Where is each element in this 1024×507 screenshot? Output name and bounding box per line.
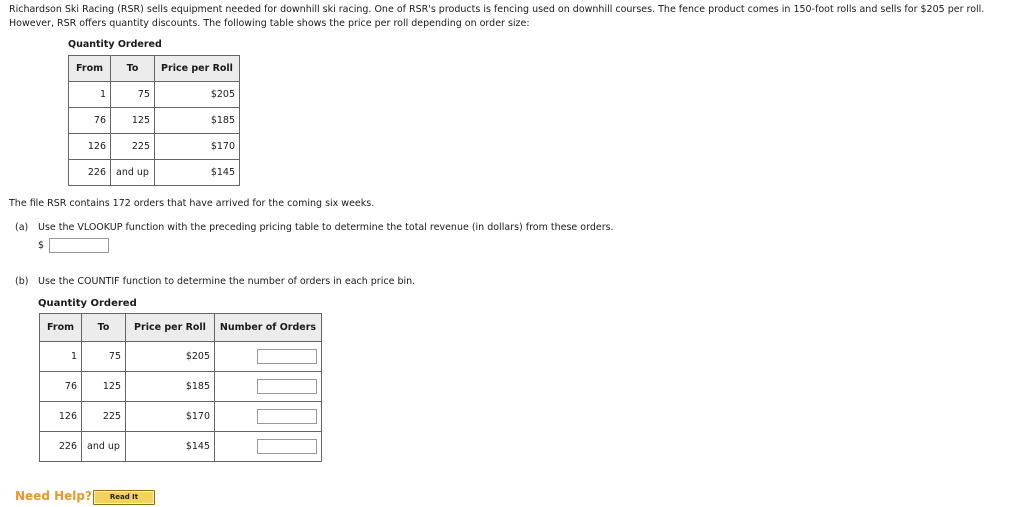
table-header-row <box>69 56 240 82</box>
cell-orders <box>215 342 322 372</box>
cell-to: 125 <box>82 372 126 402</box>
header-price: Price per Roll <box>126 314 215 342</box>
pricing-table <box>68 55 240 186</box>
cell-from: 76 <box>69 108 111 134</box>
part-a-text: Use the VLOOKUP function with the preceding pricing table to determine the total revenue (in dollars) from these orders. <box>38 222 614 233</box>
table-row <box>40 372 322 402</box>
header-to: To <box>82 314 126 342</box>
countif-table <box>39 313 322 462</box>
orders-input-bin-2[interactable] <box>257 379 317 394</box>
cell-price: $145 <box>155 160 240 186</box>
cell-from: 76 <box>40 372 82 402</box>
cell-to: 75 <box>82 342 126 372</box>
orders-input-bin-1[interactable] <box>257 349 317 364</box>
cell-price: $205 <box>155 82 240 108</box>
header-from: From <box>69 56 111 82</box>
table-row <box>40 432 322 462</box>
cell-from: 126 <box>69 134 111 160</box>
cell-price: $185 <box>155 108 240 134</box>
header-price: Price per Roll <box>155 56 240 82</box>
table-row <box>40 402 322 432</box>
cell-orders <box>215 402 322 432</box>
cell-from: 1 <box>69 82 111 108</box>
currency-symbol: $ <box>38 240 45 251</box>
part-a-label: (a) <box>15 222 29 233</box>
problem-intro: Richardson Ski Racing (RSR) sells equipment needed for downhill ski racing. One of RSR's products is fencing used on downhill courses. The fence product comes in 150-foot rolls and sells for $205 per roll. However, RSR offers quantity discounts. The following table shows the price per roll depending on order size: <box>9 4 985 29</box>
part-b-question <box>15 276 416 287</box>
cell-to: and up <box>111 160 155 186</box>
need-help-label: Need Help? <box>15 489 92 503</box>
cell-from: 226 <box>40 432 82 462</box>
table-row <box>69 134 240 160</box>
table-header-row <box>40 314 322 342</box>
file-description: The file RSR contains 172 orders that have arrived for the coming six weeks. <box>9 198 375 209</box>
cell-price: $145 <box>126 432 215 462</box>
table1-group-label: Quantity Ordered <box>68 39 162 50</box>
cell-orders <box>215 432 322 462</box>
table2-group-label: Quantity Ordered <box>38 298 137 309</box>
part-b-label: (b) <box>15 276 29 287</box>
cell-to: and up <box>82 432 126 462</box>
cell-to: 125 <box>111 108 155 134</box>
cell-price: $170 <box>126 402 215 432</box>
cell-to: 225 <box>111 134 155 160</box>
cell-price: $170 <box>155 134 240 160</box>
cell-from: 126 <box>40 402 82 432</box>
header-to: To <box>111 56 155 82</box>
table-row <box>69 82 240 108</box>
total-revenue-input[interactable] <box>49 238 109 253</box>
table-row <box>69 160 240 186</box>
header-from: From <box>40 314 82 342</box>
part-b-text: Use the COUNTIF function to determine the number of orders in each price bin. <box>38 276 416 287</box>
orders-input-bin-3[interactable] <box>257 409 317 424</box>
cell-to: 225 <box>82 402 126 432</box>
cell-price: $185 <box>126 372 215 402</box>
cell-from: 226 <box>69 160 111 186</box>
table-row <box>69 108 240 134</box>
cell-from: 1 <box>40 342 82 372</box>
cell-orders <box>215 372 322 402</box>
part-a-question <box>15 222 614 233</box>
orders-input-bin-4[interactable] <box>257 439 317 454</box>
cell-price: $205 <box>126 342 215 372</box>
read-it-button[interactable]: Read It <box>93 490 155 505</box>
header-number-of-orders: Number of Orders <box>215 314 322 342</box>
table-row <box>40 342 322 372</box>
cell-to: 75 <box>111 82 155 108</box>
